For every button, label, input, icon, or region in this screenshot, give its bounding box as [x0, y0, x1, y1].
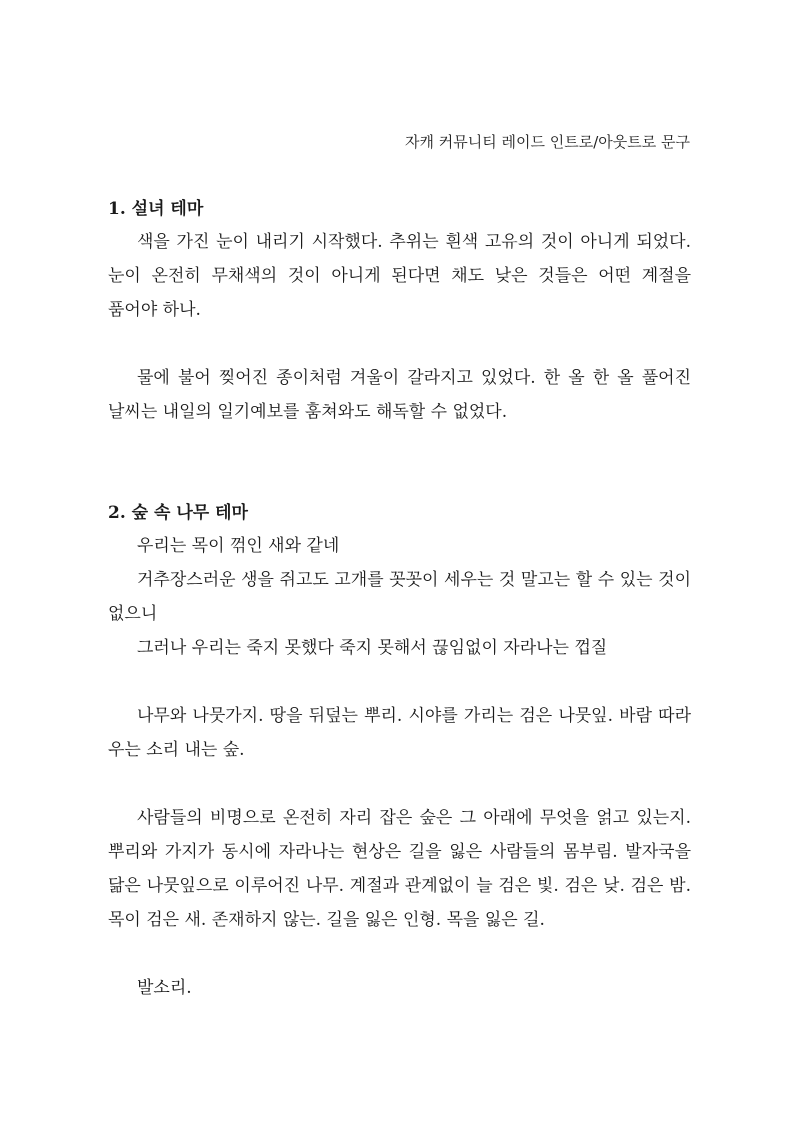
spacer	[108, 767, 691, 801]
paragraph: 사람들의 비명으로 온전히 자리 잡은 숲은 그 아래에 무엇을 얽고 있는지. 뿌리와 가지가 동시에 자라나는 현상은 길을 잃은 사람들의 몸부림. 발자국을 닮은 나뭇잎으로 이루어진 나무. 계절과 관계없이 늘 검은 빛. 검은 낮. 검은 밤. 목이 검은 새. 존재하지 않는. 길을 잃은 인형. 목을 잃은 길.	[108, 808, 691, 930]
section-heading-forest-tree: 2. 숲 속 나무 테마	[108, 503, 248, 523]
spacer	[108, 937, 691, 971]
poem-line: 우리는 목이 꺾인 새와 같네	[137, 536, 340, 556]
section-spacer	[108, 429, 691, 497]
poem-line: 거추장스러운 생을 쥐고도 고개를 꼿꼿이 세우는 것 말고는 할 수 있는 것이 없으니	[108, 570, 691, 624]
document-body	[108, 193, 691, 1005]
spacer	[108, 327, 691, 361]
paragraph: 물에 불어 찢어진 종이처럼 겨울이 갈라지고 있었다. 한 올 한 올 풀어진 날씨는 내일의 일기예보를 훔쳐와도 해독할 수 없었다.	[108, 368, 691, 422]
paragraph: 발소리.	[137, 978, 192, 998]
document-title: 자캐 커뮤니티 레이드 인트로/아웃트로 문구	[405, 133, 690, 151]
section-heading-snow-woman: 1. 설녀 테마	[108, 199, 204, 219]
paragraph: 색을 가진 눈이 내리기 시작했다. 추위는 흰색 고유의 것이 아니게 되었다. 눈이 온전히 무채색의 것이 아니게 된다면 채도 낮은 것들은 어떤 계절을 품어야 하나.	[108, 232, 691, 320]
paragraph: 나무와 나뭇가지. 땅을 뒤덮는 뿌리. 시야를 가리는 검은 나뭇잎. 바람 따라 우는 소리 내는 숲.	[108, 706, 691, 760]
spacer	[108, 665, 691, 699]
poem-line: 그러나 우리는 죽지 못했다 죽지 못해서 끊임없이 자라나는 껍질	[137, 638, 608, 658]
